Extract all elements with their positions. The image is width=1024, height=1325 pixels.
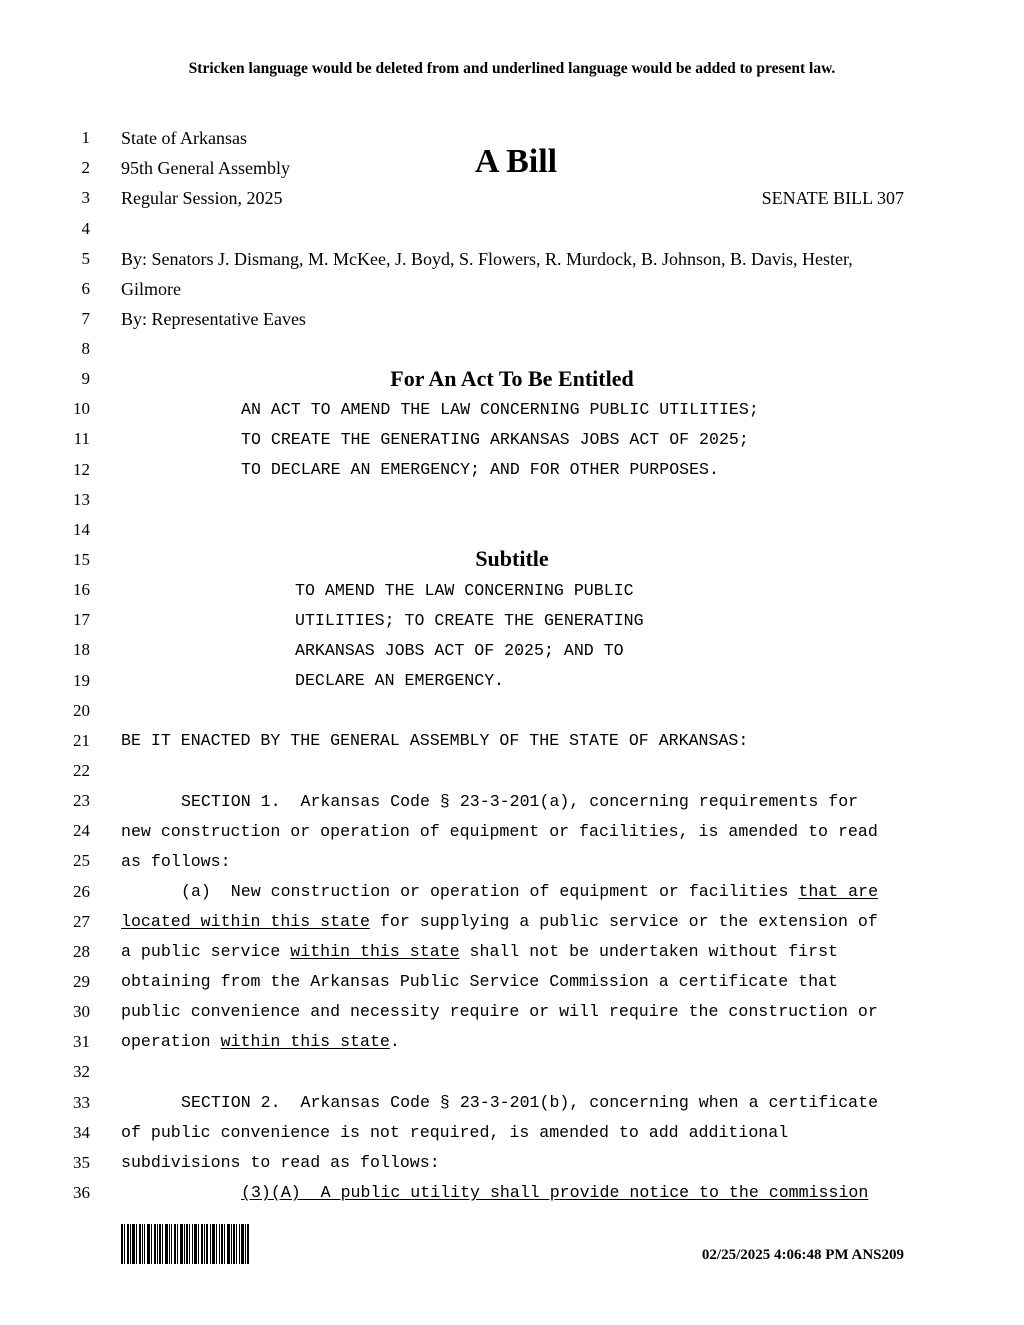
line-number: 11 [73,429,90,448]
subtitle-line: UTILITIES; TO CREATE THE GENERATING [295,611,644,630]
document-type-title: A Bill [474,143,558,180]
barcode-icon [121,1224,249,1264]
added-text: located within this state [121,912,370,931]
title-line: TO CREATE THE GENERATING ARKANSAS JOBS ACT OF 2025; [241,430,749,449]
existing-text: . [389,1032,400,1051]
print-timestamp: 02/25/2025 4:06:48 PM ANS209 [701,1247,904,1263]
line-number: 10 [73,399,90,418]
line-number: 14 [73,520,90,539]
section-2-line: SECTION 2. Arkansas Code § 23-3-201(b), concerning when a certificate [181,1093,879,1112]
subtitle-line: TO AMEND THE LAW CONCERNING PUBLIC [295,581,634,600]
section-1-line [121,1032,400,1052]
line-number: 3 [81,188,90,207]
line-number: 19 [73,671,90,690]
line-number: 21 [73,731,90,750]
added-text: that are [798,882,879,901]
line-number: 17 [73,610,90,629]
line-number: 6 [81,279,90,298]
added-text: within this state [290,942,460,961]
title-line: TO DECLARE AN EMERGENCY; AND FOR OTHER PURPOSES. [241,460,719,479]
section-1-line: as follows: [121,852,231,871]
line-number: 2 [81,158,90,177]
session: Regular Session, 2025 [121,188,283,208]
section-2-line [241,1183,868,1203]
line-number: 31 [73,1032,90,1051]
line-number: 29 [73,972,90,991]
house-sponsor: By: Representative Eaves [121,309,306,329]
senate-sponsors-continued: Gilmore [121,279,181,299]
section-1-line: new construction or operation of equipment or facilities, is amended to read [121,822,878,841]
line-number: 34 [73,1123,90,1142]
line-number: 32 [73,1062,90,1081]
line-number: 4 [81,219,90,238]
line-number: 24 [73,821,90,840]
section-2-line: of public convenience is not required, is amended to add additional [121,1123,789,1142]
line-number: 26 [73,882,90,901]
existing-text: operation [121,1032,221,1051]
general-assembly: 95th General Assembly [121,158,290,178]
line-number: 9 [81,369,90,388]
amendment-notice: Stricken language would be deleted from and underlined language would be added to present law. [188,60,836,77]
section-1-line [121,942,838,962]
added-text: (3)(A) A public utility shall provide notice to the commission [241,1183,869,1202]
line-number: 8 [81,339,90,358]
existing-text: (a) New construction or operation of equipment or facilities [181,882,799,901]
title-heading: For An Act To Be Entitled [390,366,634,391]
line-number: 36 [73,1183,90,1202]
existing-text: shall not be undertaken without first [459,942,838,961]
state-name: State of Arkansas [121,128,247,148]
subtitle-heading: Subtitle [475,546,549,571]
line-number: 16 [73,580,90,599]
line-number: 30 [73,1002,90,1021]
line-number: 13 [73,490,90,509]
existing-text: for supplying a public service or the extension of [369,912,878,931]
line-number: 22 [73,761,90,780]
line-number: 25 [73,851,90,870]
senate-sponsors: By: Senators J. Dismang, M. McKee, J. Boyd, S. Flowers, R. Murdock, B. Johnson, B. Davis, Hester, [121,249,853,269]
subtitle-line: ARKANSAS JOBS ACT OF 2025; AND TO [295,641,624,660]
line-number: 18 [73,640,90,659]
line-number: 28 [73,942,90,961]
enacting-clause: BE IT ENACTED BY THE GENERAL ASSEMBLY OF THE STATE OF ARKANSAS: [121,731,749,750]
section-1-line [181,882,878,902]
line-number: 20 [73,701,90,720]
line-number: 5 [81,249,90,268]
subtitle-line: DECLARE AN EMERGENCY. [295,671,505,690]
title-line: AN ACT TO AMEND THE LAW CONCERNING PUBLIC UTILITIES; [241,400,759,419]
line-number: 35 [73,1153,90,1172]
section-1-line [121,912,878,932]
line-number: 33 [73,1093,90,1112]
bill-number: SENATE BILL 307 [761,188,904,208]
line-number: 27 [73,912,90,931]
line-number: 1 [81,128,90,147]
section-1-line: obtaining from the Arkansas Public Service Commission a certificate that [121,972,838,991]
existing-text: a public service [121,942,291,961]
section-2-line: subdivisions to read as follows: [121,1153,440,1172]
line-number: 23 [73,791,90,810]
section-1-line: public convenience and necessity require or will require the construction or [121,1002,878,1021]
section-1-line: SECTION 1. Arkansas Code § 23-3-201(a), concerning requirements for [181,792,859,811]
line-number: 7 [81,309,90,328]
line-number: 15 [73,550,90,569]
line-number: 12 [73,460,90,479]
added-text: within this state [220,1032,390,1051]
